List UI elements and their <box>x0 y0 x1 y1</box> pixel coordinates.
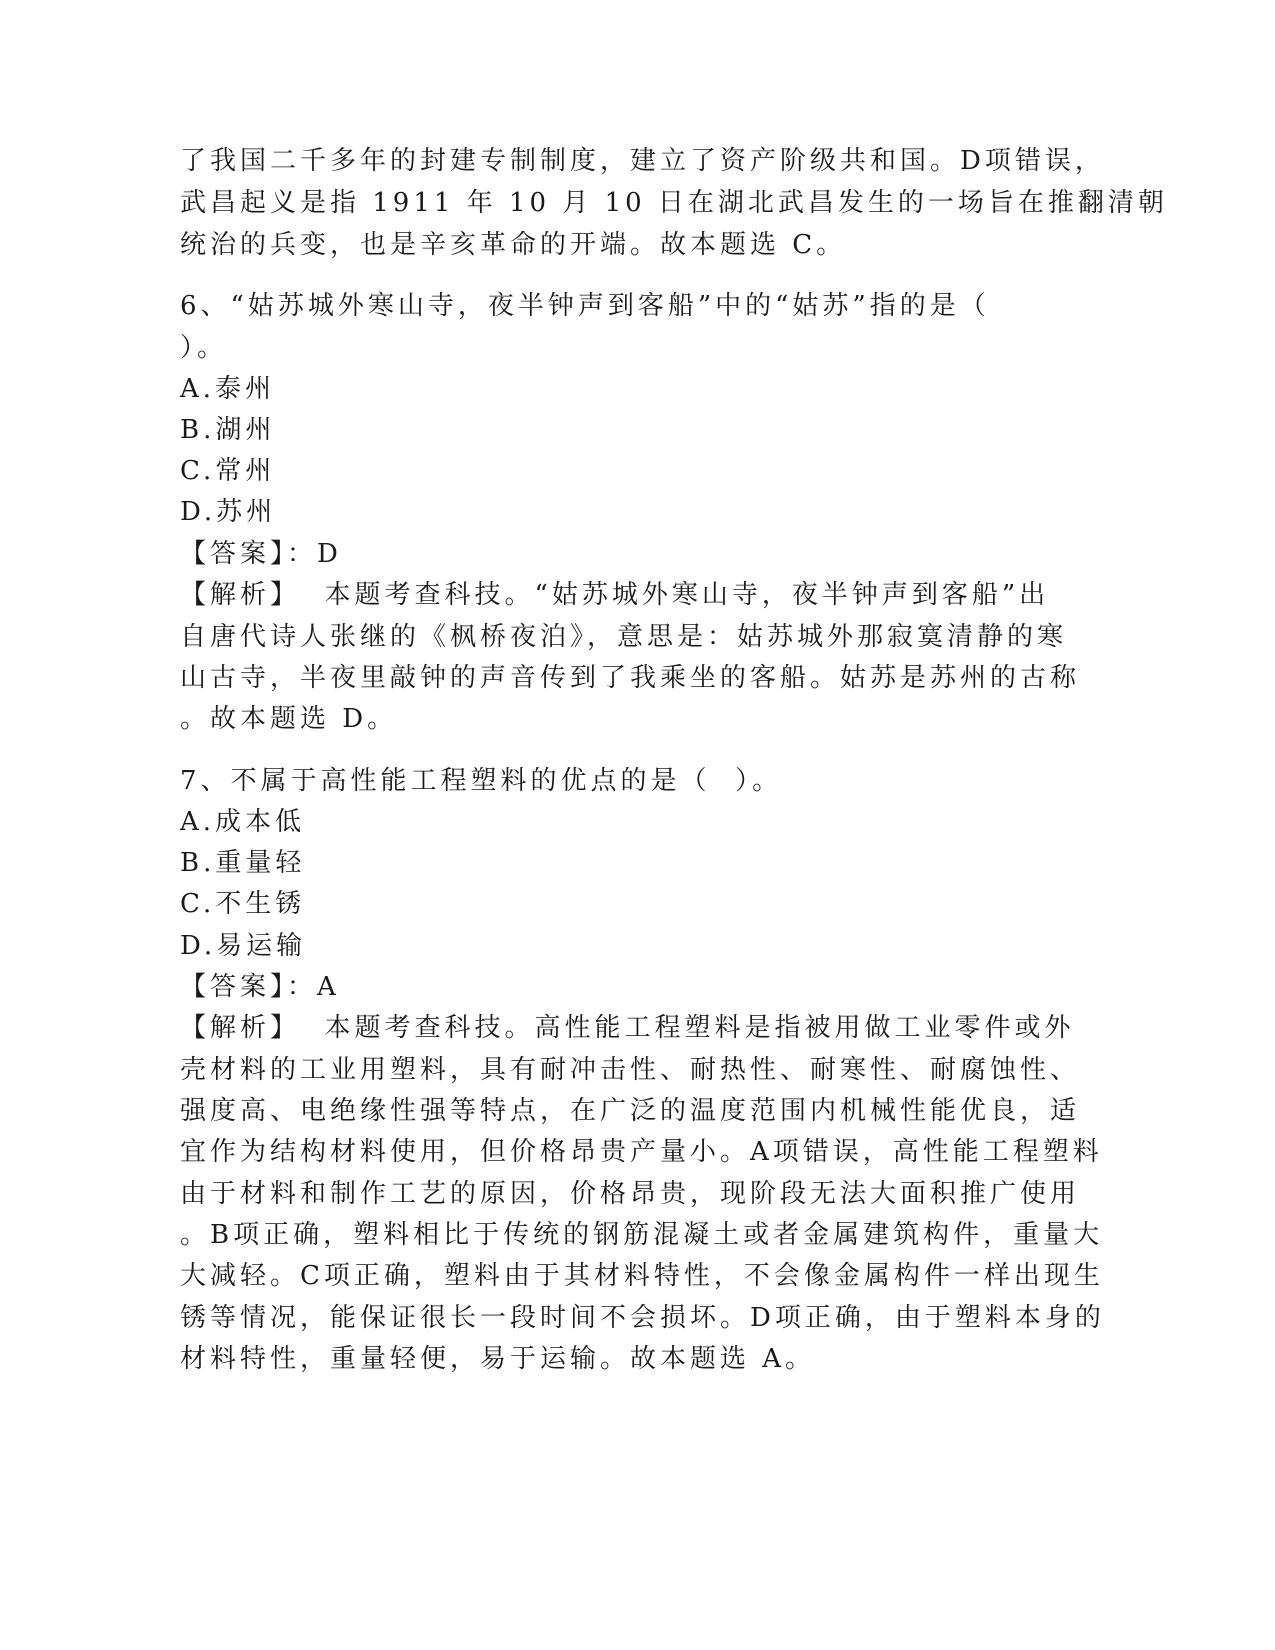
answer: 【答案】：D <box>180 539 342 569</box>
text-line: 统治的兵变，也是辛亥革命的开端。故本题选 C。 <box>180 230 847 260</box>
option-d: D.易运输 <box>180 931 307 961</box>
text-line: 武昌起义是指 1911 年 10 月 10 日在湖北武昌发生的一场旨在推翻清朝 <box>180 188 1168 218</box>
analysis-line: 自唐代诗人张继的《枫桥夜泊》，意思是：姑苏城外那寂寞清静的寒 <box>180 622 1068 652</box>
question-stem: ）。 <box>180 333 228 363</box>
analysis-line: 。故本题选 D。 <box>180 704 398 734</box>
analysis-line: 【解析】 本题考查科技。高性能工程塑料是指被用做工业零件或外 <box>180 1013 1075 1043</box>
option-c: C.常州 <box>180 456 276 486</box>
option-d: D.苏州 <box>180 497 277 527</box>
option-a: A.泰州 <box>180 374 276 404</box>
question-stem: 7、不属于高性能工程塑料的优点的是（ ）。 <box>180 766 783 796</box>
analysis-line: 强度高、电绝缘性强等特点，在广泛的温度范围内机械性能优良，适 <box>180 1096 1081 1126</box>
analysis-line: 【解析】 本题考查科技。“姑苏城外寒山寺，夜半钟声到客船”出 <box>180 580 1050 610</box>
analysis-line: 锈等情况，能保证很长一段时间不会损坏。D项正确，由于塑料本身的 <box>180 1303 1105 1333</box>
analysis-line: 山古寺，半夜里敲钟的声音传到了我乘坐的客船。姑苏是苏州的古称 <box>180 663 1081 693</box>
analysis-line: 壳材料的工业用塑料，具有耐冲击性、耐热性、耐寒性、耐腐蚀性、 <box>180 1055 1081 1085</box>
analysis-line: 材料特性，重量轻便，易于运输。故本题选 A。 <box>180 1344 816 1374</box>
question-stem: 6、“姑苏城外寒山寺，夜半钟声到客船”中的“姑苏”指的是（ <box>180 291 990 321</box>
analysis-line: 由于材料和制作工艺的原因，价格昂贵，现阶段无法大面积推广使用 <box>180 1179 1081 1209</box>
analysis-line: 宜作为结构材料使用，但价格昂贵产量小。A项错误，高性能工程塑料 <box>180 1137 1103 1167</box>
option-b: B.重量轻 <box>180 848 306 878</box>
option-b: B.湖州 <box>180 415 276 445</box>
answer: 【答案】：A <box>180 972 340 1002</box>
option-a: A.成本低 <box>180 807 306 837</box>
text-line: 了我国二千多年的封建专制制度，建立了资产阶级共和国。D项错误， <box>180 146 1105 176</box>
analysis-line: 大减轻。C项正确，塑料由于其材料特性，不会像金属构件一样出现生 <box>180 1261 1104 1291</box>
analysis-line: 。B项正确，塑料相比于传统的钢筋混凝土或者金属建筑构件，重量大 <box>180 1220 1104 1250</box>
option-c: C.不生锈 <box>180 889 306 919</box>
